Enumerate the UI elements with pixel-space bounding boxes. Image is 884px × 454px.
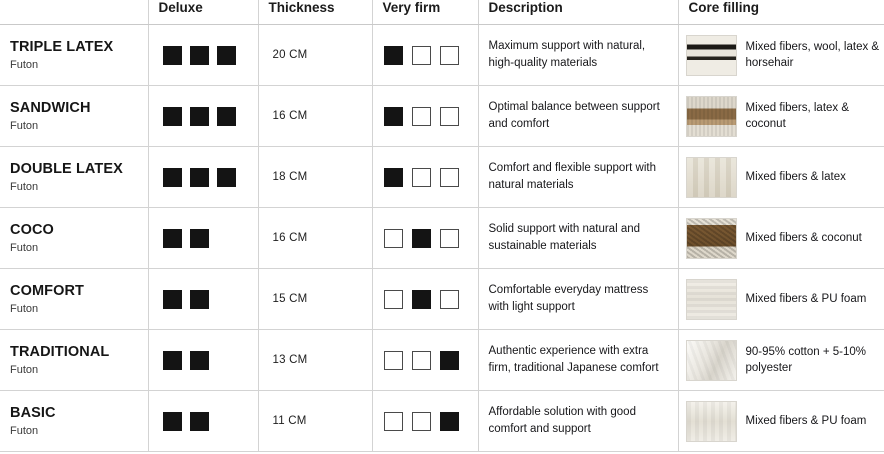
description-cell bbox=[478, 330, 678, 391]
deluxe-square-blank bbox=[217, 229, 236, 248]
firmness-cell bbox=[372, 25, 478, 86]
latex-swatch bbox=[686, 157, 737, 198]
product-subtitle: Futon bbox=[10, 363, 39, 376]
deluxe-square-filled bbox=[163, 290, 182, 309]
product-name-cell bbox=[0, 25, 148, 86]
firmness-square-empty bbox=[440, 168, 459, 187]
pu-foam-swatch bbox=[686, 279, 737, 320]
firmness-rating bbox=[373, 168, 478, 187]
firmness-square-filled bbox=[440, 412, 459, 431]
thickness-value: 13 CM bbox=[272, 354, 308, 366]
deluxe-square-filled bbox=[163, 107, 182, 126]
product-name-cell bbox=[0, 86, 148, 147]
deluxe-rating-cell bbox=[148, 25, 258, 86]
thickness-cell bbox=[258, 208, 372, 269]
column-header-firmness: Very firm bbox=[372, 0, 478, 25]
core-filling-text: Mixed fibers & PU foam bbox=[745, 414, 867, 427]
firmness-rating bbox=[373, 412, 478, 431]
description-cell bbox=[478, 208, 678, 269]
description-cell bbox=[478, 269, 678, 330]
table-row bbox=[0, 86, 884, 147]
deluxe-square-filled bbox=[190, 107, 209, 126]
product-subtitle: Futon bbox=[10, 119, 39, 132]
thickness-value: 16 CM bbox=[272, 232, 308, 244]
column-header-description: Description bbox=[478, 0, 678, 25]
firmness-square-empty bbox=[384, 290, 403, 309]
core-filling-text: Mixed fibers, latex & coconut bbox=[745, 101, 850, 130]
thickness-value: 11 CM bbox=[272, 415, 307, 427]
thickness-cell bbox=[258, 269, 372, 330]
deluxe-rating-cell bbox=[148, 208, 258, 269]
firmness-square-filled bbox=[440, 351, 459, 370]
firmness-rating bbox=[373, 107, 478, 126]
product-subtitle: Futon bbox=[10, 180, 39, 193]
core-filling-cell bbox=[678, 147, 884, 208]
firmness-square-empty bbox=[412, 351, 431, 370]
table-header bbox=[0, 0, 884, 25]
firmness-square-empty bbox=[412, 168, 431, 187]
description-cell bbox=[478, 147, 678, 208]
core-filling-cell bbox=[678, 269, 884, 330]
product-name: DOUBLE LATEX bbox=[10, 161, 123, 178]
deluxe-rating bbox=[149, 290, 258, 309]
description-text: Solid support with natural and sustainable materials bbox=[488, 223, 641, 252]
deluxe-rating-cell bbox=[148, 391, 258, 452]
table-row bbox=[0, 330, 884, 391]
core-filling-text: Mixed fibers & coconut bbox=[745, 231, 862, 244]
firmness-square-empty bbox=[440, 46, 459, 65]
deluxe-square-filled bbox=[190, 46, 209, 65]
firmness-cell bbox=[372, 391, 478, 452]
description-text: Maximum support with natural, high-quality materials bbox=[488, 40, 646, 69]
column-header-core-filling: Core filling bbox=[678, 0, 884, 25]
table-row bbox=[0, 147, 884, 208]
core-filling-text: Mixed fibers & latex bbox=[745, 170, 846, 183]
latex-coconut-swatch bbox=[686, 96, 737, 137]
product-name-cell bbox=[0, 269, 148, 330]
deluxe-square-filled bbox=[190, 351, 209, 370]
firmness-square-empty bbox=[412, 412, 431, 431]
description-cell bbox=[478, 391, 678, 452]
firmness-cell bbox=[372, 147, 478, 208]
deluxe-square-filled bbox=[163, 229, 182, 248]
firmness-square-filled bbox=[412, 229, 431, 248]
deluxe-square-filled bbox=[163, 351, 182, 370]
firmness-square-empty bbox=[440, 290, 459, 309]
product-subtitle: Futon bbox=[10, 241, 39, 254]
firmness-square-filled bbox=[384, 46, 403, 65]
core-filling-text: 90-95% cotton + 5-10% polyester bbox=[745, 345, 867, 374]
deluxe-rating-cell bbox=[148, 330, 258, 391]
table-row bbox=[0, 208, 884, 269]
firmness-rating bbox=[373, 229, 478, 248]
firmness-square-empty bbox=[412, 107, 431, 126]
description-text: Comfort and flexible support with natural materials bbox=[488, 162, 656, 191]
core-filling-cell bbox=[678, 25, 884, 86]
deluxe-rating-cell bbox=[148, 269, 258, 330]
firmness-square-empty bbox=[384, 229, 403, 248]
deluxe-rating bbox=[149, 412, 258, 431]
deluxe-rating bbox=[149, 168, 258, 187]
product-name: BASIC bbox=[10, 405, 56, 422]
firmness-cell bbox=[372, 86, 478, 147]
core-filling-cell bbox=[678, 330, 884, 391]
product-name-cell bbox=[0, 391, 148, 452]
description-text: Affordable solution with good comfort and support bbox=[488, 406, 636, 435]
coconut-swatch bbox=[686, 218, 737, 259]
product-name-cell bbox=[0, 208, 148, 269]
deluxe-rating bbox=[149, 351, 258, 370]
deluxe-rating bbox=[149, 229, 258, 248]
deluxe-rating-cell bbox=[148, 86, 258, 147]
product-name: COCO bbox=[10, 222, 54, 239]
deluxe-rating-cell bbox=[148, 147, 258, 208]
firmness-square-empty bbox=[384, 351, 403, 370]
deluxe-square-filled bbox=[163, 412, 182, 431]
deluxe-square-filled bbox=[190, 412, 209, 431]
core-filling-text: Mixed fibers & PU foam bbox=[745, 292, 867, 305]
product-name: TRADITIONAL bbox=[10, 344, 110, 361]
table-row bbox=[0, 25, 884, 86]
product-name-cell bbox=[0, 147, 148, 208]
thickness-value: 20 CM bbox=[272, 49, 308, 61]
table-row bbox=[0, 269, 884, 330]
core-filling-cell bbox=[678, 391, 884, 452]
firmness-rating bbox=[373, 351, 478, 370]
firmness-square-empty bbox=[384, 412, 403, 431]
description-cell bbox=[478, 25, 678, 86]
cotton-polyester-swatch bbox=[686, 340, 737, 381]
firmness-square-empty bbox=[440, 107, 459, 126]
thickness-value: 16 CM bbox=[272, 110, 308, 122]
thickness-value: 15 CM bbox=[272, 293, 308, 305]
firmness-cell bbox=[372, 330, 478, 391]
description-text: Authentic experience with extra firm, traditional Japanese comfort bbox=[488, 345, 659, 374]
deluxe-square-filled bbox=[163, 168, 182, 187]
firmness-square-filled bbox=[412, 290, 431, 309]
deluxe-square-filled bbox=[217, 46, 236, 65]
product-subtitle: Futon bbox=[10, 302, 39, 315]
firmness-square-filled bbox=[384, 107, 403, 126]
table-body bbox=[0, 25, 884, 452]
deluxe-square-filled bbox=[190, 229, 209, 248]
table-row bbox=[0, 391, 884, 452]
product-name: COMFORT bbox=[10, 283, 84, 300]
column-header-name bbox=[0, 0, 148, 25]
core-filling-cell bbox=[678, 86, 884, 147]
deluxe-square-filled bbox=[190, 168, 209, 187]
column-header-deluxe: Deluxe bbox=[148, 0, 258, 25]
thickness-value: 18 CM bbox=[272, 171, 308, 183]
pu-foam-swatch bbox=[686, 401, 737, 442]
deluxe-square-filled bbox=[217, 107, 236, 126]
deluxe-rating bbox=[149, 107, 258, 126]
deluxe-square-filled bbox=[217, 168, 236, 187]
deluxe-square-blank bbox=[217, 290, 236, 309]
thickness-cell bbox=[258, 391, 372, 452]
firmness-square-empty bbox=[440, 229, 459, 248]
description-text: Optimal balance between support and comfort bbox=[488, 101, 660, 130]
deluxe-square-filled bbox=[190, 290, 209, 309]
deluxe-rating bbox=[149, 46, 258, 65]
wool-latex-horsehair-swatch bbox=[686, 35, 737, 76]
deluxe-square-blank bbox=[217, 412, 236, 431]
firmness-square-empty bbox=[412, 46, 431, 65]
description-cell bbox=[478, 86, 678, 147]
deluxe-square-filled bbox=[163, 46, 182, 65]
firmness-cell bbox=[372, 269, 478, 330]
firmness-rating bbox=[373, 46, 478, 65]
core-filling-cell bbox=[678, 208, 884, 269]
product-name: TRIPLE LATEX bbox=[10, 39, 114, 56]
core-filling-text: Mixed fibers, wool, latex & horsehair bbox=[745, 40, 880, 69]
deluxe-square-blank bbox=[217, 351, 236, 370]
firmness-cell bbox=[372, 208, 478, 269]
description-text: Comfortable everyday mattress with light support bbox=[488, 284, 649, 313]
product-name: SANDWICH bbox=[10, 100, 91, 117]
thickness-cell bbox=[258, 25, 372, 86]
thickness-cell bbox=[258, 86, 372, 147]
firmness-square-filled bbox=[384, 168, 403, 187]
thickness-cell bbox=[258, 147, 372, 208]
column-header-thickness: Thickness bbox=[258, 0, 372, 25]
product-name-cell bbox=[0, 330, 148, 391]
product-subtitle: Futon bbox=[10, 424, 39, 437]
product-subtitle: Futon bbox=[10, 58, 39, 71]
firmness-rating bbox=[373, 290, 478, 309]
thickness-cell bbox=[258, 330, 372, 391]
